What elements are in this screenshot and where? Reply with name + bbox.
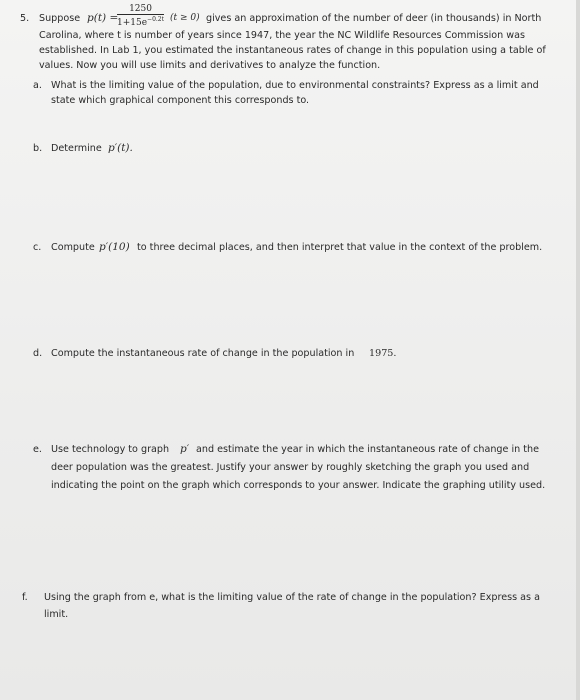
page-edge bbox=[576, 0, 580, 700]
part-f-line-1: Using the graph from e, what is the limiting value of the rate of change in the population? Express as a bbox=[44, 592, 540, 603]
part-d-label: d. bbox=[33, 348, 43, 359]
part-e-line-3: indicating the point on the graph which corresponds to your answer. Indicate the graphing utility used. bbox=[51, 480, 546, 491]
part-c-label: c. bbox=[33, 242, 42, 253]
part-d-text: Compute the instantaneous rate of change in the population in bbox=[51, 348, 355, 359]
part-a-line-2: state which graphical component this corresponds to. bbox=[51, 95, 310, 106]
function-lhs: p(t) = bbox=[87, 12, 119, 24]
part-a-label: a. bbox=[33, 80, 42, 91]
intro-line-2: Carolina, where t is number of years since 1947, the year the NC Wildlife Resources Commission was bbox=[39, 30, 526, 41]
intro-line-4: values. Now you will use limits and derivatives to analyze the function. bbox=[39, 60, 381, 71]
part-b-math: p′(t). bbox=[108, 142, 133, 154]
part-c-text-after: to three decimal places, and then interpret that value in the context of the problem. bbox=[137, 242, 543, 253]
fraction-denominator bbox=[117, 15, 164, 28]
part-c-math: p′(10) bbox=[99, 241, 130, 253]
part-b-label: b. bbox=[33, 143, 43, 154]
domain-condition: (t ≥ 0) bbox=[170, 13, 200, 23]
part-e-line-1-before: Use technology to graph bbox=[51, 444, 170, 455]
part-e-line-1-after: and estimate the year in which the instantaneous rate of change in the bbox=[196, 444, 540, 455]
denominator-exponent: −0.2t bbox=[147, 16, 165, 23]
function-fraction bbox=[117, 4, 164, 28]
part-b-text: Determine bbox=[51, 143, 102, 154]
intro-line-3: established. In Lab 1, you estimated the instantaneous rates of change in this population using a table of bbox=[39, 45, 546, 56]
part-a-line-1: What is the limiting value of the population, due to environmental constraints? Express as a limit and bbox=[51, 80, 539, 91]
part-f-line-2: limit. bbox=[44, 609, 69, 620]
part-e-line-2: deer population was the greatest. Justify your answer by roughly sketching the graph you used and bbox=[51, 462, 530, 473]
denominator-base: 1+15e bbox=[117, 18, 148, 28]
intro-line-1: gives an approximation of the number of deer (in thousands) in North bbox=[206, 13, 542, 24]
part-d-year: 1975. bbox=[369, 348, 397, 359]
part-e-math: p′ bbox=[180, 443, 190, 455]
suppose-label: Suppose bbox=[39, 13, 81, 24]
part-c-text-before: Compute bbox=[51, 242, 95, 253]
fraction-numerator: 1250 bbox=[117, 4, 164, 15]
problem-number: 5. bbox=[20, 13, 30, 24]
part-e-label: e. bbox=[33, 444, 42, 455]
part-f-label: f. bbox=[22, 592, 28, 603]
